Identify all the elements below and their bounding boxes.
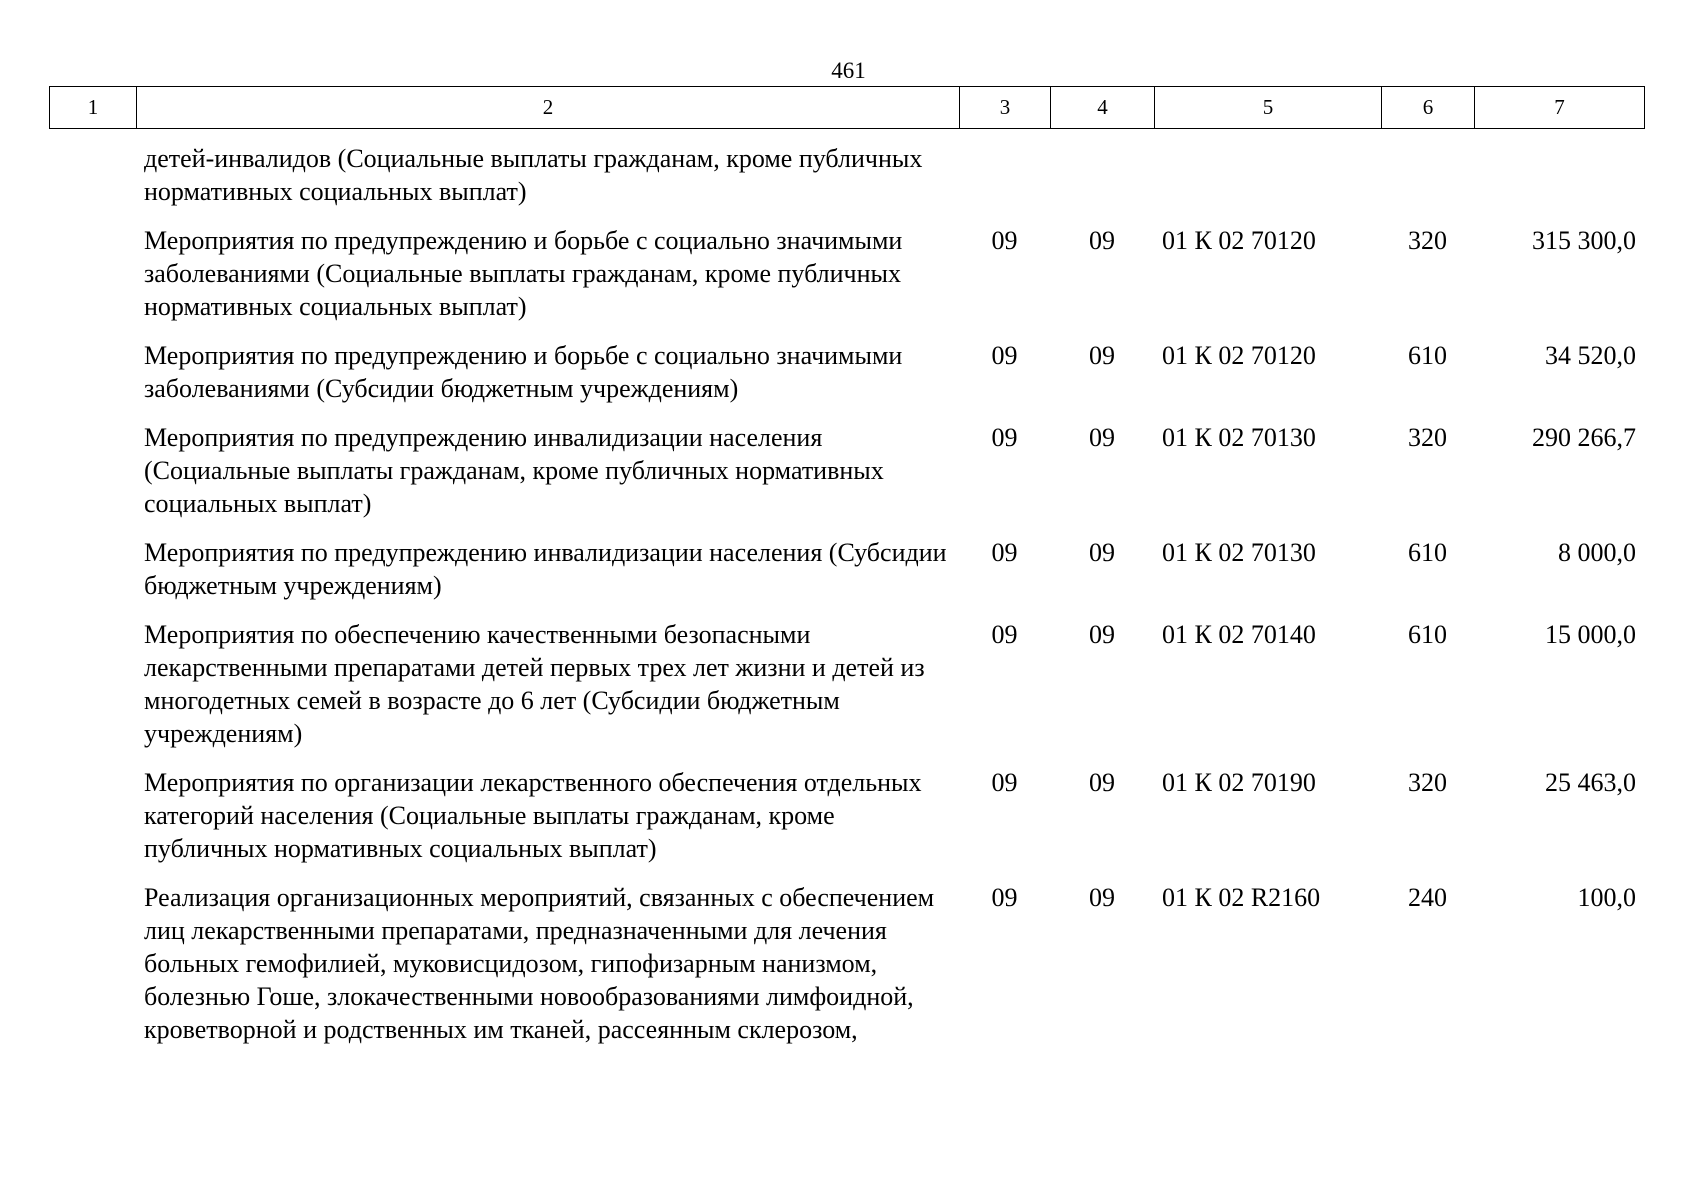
row-expense-type: 240 — [1408, 883, 1447, 912]
table-row — [49, 766, 1644, 865]
row-amount: 290 266,7 — [1532, 423, 1636, 452]
table-row — [49, 536, 1644, 602]
row-expense-type: 610 — [1408, 620, 1447, 649]
row-amount: 315 300,0 — [1532, 226, 1636, 255]
header-cell-3: 3 — [960, 87, 1051, 129]
row-target-code: 01 К 02 R2160 — [1162, 883, 1321, 912]
header-cell-5: 5 — [1155, 87, 1382, 129]
row-amount: 34 520,0 — [1545, 341, 1636, 370]
header-row — [50, 87, 1645, 129]
row-subsection: 09 — [1089, 423, 1115, 452]
row-description: Мероприятия по предупреждению и борьбе с социально значимыми заболеваниями (Субсидии бюджетным учреждениям) — [144, 341, 903, 403]
row-subsection: 09 — [1089, 883, 1115, 912]
row-expense-type: 320 — [1408, 423, 1447, 452]
row-section: 09 — [991, 620, 1018, 649]
row-expense-type: 610 — [1408, 538, 1447, 567]
row-section: 09 — [991, 423, 1018, 452]
table-row — [49, 142, 1644, 208]
header-cell-6: 6 — [1382, 87, 1475, 129]
table-body — [49, 142, 1644, 1062]
row-target-code: 01 К 02 70120 — [1162, 226, 1316, 255]
table-row — [49, 618, 1644, 750]
row-description: Мероприятия по предупреждению инвалидизации населения (Социальные выплаты гражданам, кроме публичных нормативных социальных выплат) — [144, 423, 884, 518]
row-amount: 100,0 — [1577, 883, 1636, 912]
table-row — [49, 339, 1644, 405]
header-cell-7: 7 — [1475, 87, 1645, 129]
row-section: 09 — [991, 538, 1018, 567]
header-cell-4: 4 — [1051, 87, 1155, 129]
row-expense-type: 320 — [1408, 226, 1447, 255]
row-subsection: 09 — [1089, 226, 1115, 255]
row-section: 09 — [991, 226, 1018, 255]
row-amount: 8 000,0 — [1558, 538, 1636, 567]
table-row — [49, 224, 1644, 323]
column-number-header — [49, 86, 1645, 129]
row-subsection: 09 — [1089, 768, 1115, 797]
row-amount: 15 000,0 — [1545, 620, 1636, 649]
header-cell-2: 2 — [137, 87, 960, 129]
table-row — [49, 421, 1644, 520]
row-description: Мероприятия по обеспечению качественными безопасными лекарственными препаратами детей первых трех лет жизни и детей из многодетных семей в возрасте до 6 лет (Субсидии бюджетным учреждениям) — [144, 620, 925, 748]
row-target-code: 01 К 02 70190 — [1162, 768, 1316, 797]
header-cell-1: 1 — [50, 87, 137, 129]
row-description: детей-инвалидов (Социальные выплаты гражданам, кроме публичных нормативных социальных выплат) — [144, 144, 923, 206]
row-section: 09 — [991, 883, 1018, 912]
row-description: Мероприятия по предупреждению инвалидизации населения (Субсидии бюджетным учреждениям) — [144, 538, 947, 600]
page-number: 461 — [831, 58, 866, 83]
row-expense-type: 610 — [1408, 341, 1447, 370]
row-description: Мероприятия по организации лекарственного обеспечения отдельных категорий населения (Социальные выплаты гражданам, кроме публичных нормативных социальных выплат) — [144, 768, 922, 863]
row-section: 09 — [991, 341, 1018, 370]
row-subsection: 09 — [1089, 620, 1115, 649]
row-target-code: 01 К 02 70140 — [1162, 620, 1316, 649]
row-subsection: 09 — [1089, 538, 1115, 567]
row-target-code: 01 К 02 70130 — [1162, 423, 1316, 452]
row-subsection: 09 — [1089, 341, 1115, 370]
row-description: Мероприятия по предупреждению и борьбе с социально значимыми заболеваниями (Социальные выплаты гражданам, кроме публичных нормативных социальных выплат) — [144, 226, 903, 321]
row-target-code: 01 К 02 70130 — [1162, 538, 1316, 567]
row-description: Реализация организационных мероприятий, связанных с обеспечением лиц лекарственными препаратами, предназначенными для лечения больных гемофилией, муковисцидозом, гипофизарным нанизмом, болезнью Гоше, злокачественными новообразованиями лимфоидной, кроветворной и родственных им тканей, рассеянным склерозом, — [144, 883, 935, 1044]
row-target-code: 01 К 02 70120 — [1162, 341, 1316, 370]
row-section: 09 — [991, 768, 1018, 797]
row-expense-type: 320 — [1408, 768, 1447, 797]
row-amount: 25 463,0 — [1545, 768, 1636, 797]
table-row — [49, 881, 1644, 1046]
